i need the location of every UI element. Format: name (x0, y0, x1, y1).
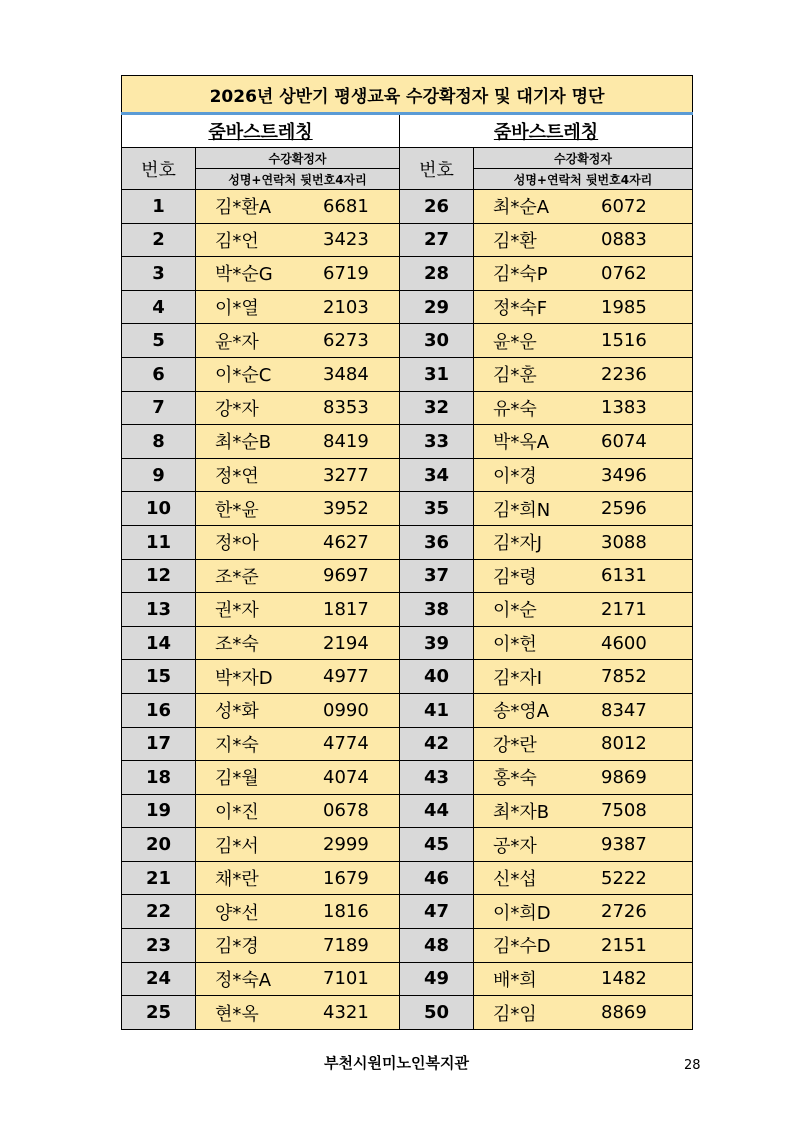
member-name: 김*희N (493, 499, 551, 521)
phone-last4: 8353 (323, 397, 369, 419)
right-name-cell (474, 324, 693, 358)
table-row (122, 593, 693, 627)
right-row-number: 40 (400, 660, 474, 694)
phone-last4: 1817 (323, 598, 369, 620)
left-name-cell (196, 492, 400, 526)
left-row-number: 14 (122, 626, 196, 660)
phone-last4: 3496 (601, 464, 647, 486)
right-name-cell (474, 525, 693, 559)
left-name-cell (196, 626, 400, 660)
member-name: 김*환A (215, 197, 272, 219)
right-name-cell (474, 425, 693, 459)
phone-last4: 9869 (601, 766, 647, 788)
member-name: 최*자B (493, 801, 550, 823)
left-name-cell (196, 593, 400, 627)
phone-last4: 6681 (323, 195, 369, 217)
right-row-number: 33 (400, 425, 474, 459)
phone-last4: 0762 (601, 262, 647, 284)
member-name: 김*임 (493, 1003, 537, 1025)
title-row (122, 76, 693, 114)
header-row-1 (122, 148, 693, 169)
member-name: 김*자I (493, 667, 543, 689)
left-course-name (122, 114, 400, 148)
right-course-label: 줌바스트레칭 (493, 122, 599, 143)
left-row-number: 13 (122, 593, 196, 627)
right-name-cell (474, 559, 693, 593)
right-row-number: 46 (400, 861, 474, 895)
member-name: 한*윤 (215, 499, 259, 521)
right-name-cell (474, 861, 693, 895)
phone-last4: 6719 (323, 262, 369, 284)
left-name-cell (196, 861, 400, 895)
right-row-number: 49 (400, 962, 474, 996)
phone-last4: 1679 (323, 867, 369, 889)
table-row (122, 693, 693, 727)
phone-last4: 1383 (601, 397, 647, 419)
course-row (122, 114, 693, 148)
page-number: 28 (684, 1058, 701, 1073)
phone-last4: 2194 (323, 632, 369, 654)
right-sub-header: 성명+연락처 뒷번호4자리 (474, 169, 693, 190)
phone-last4: 7101 (323, 968, 369, 990)
table-row (122, 996, 693, 1030)
member-name: 이*경 (493, 466, 537, 488)
document-title: 2026년 상반기 평생교육 수강확정자 및 대기자 명단 (122, 76, 693, 114)
left-row-number: 11 (122, 525, 196, 559)
phone-last4: 0678 (323, 800, 369, 822)
organization-footer: 부천시원미노인복지관 (324, 1054, 469, 1072)
left-row-number: 17 (122, 727, 196, 761)
left-name-cell (196, 257, 400, 291)
left-name-cell (196, 223, 400, 257)
table-row (122, 190, 693, 224)
member-name: 윤*자 (215, 331, 259, 353)
left-row-number: 4 (122, 290, 196, 324)
left-row-number: 8 (122, 425, 196, 459)
left-row-number: 10 (122, 492, 196, 526)
phone-last4: 6074 (601, 430, 647, 452)
member-name: 양*선 (215, 902, 259, 924)
left-name-cell (196, 324, 400, 358)
left-row-number: 20 (122, 828, 196, 862)
right-name-cell (474, 223, 693, 257)
phone-last4: 1482 (601, 968, 647, 990)
left-name-cell (196, 828, 400, 862)
left-row-number: 1 (122, 190, 196, 224)
phone-last4: 4774 (323, 733, 369, 755)
phone-last4: 3484 (323, 363, 369, 385)
phone-last4: 7189 (323, 934, 369, 956)
member-name: 김*언 (215, 230, 259, 252)
right-name-cell (474, 761, 693, 795)
left-row-number: 22 (122, 895, 196, 929)
member-name: 김*경 (215, 936, 259, 958)
member-name: 이*열 (215, 298, 259, 320)
right-row-number: 27 (400, 223, 474, 257)
right-name-cell (474, 458, 693, 492)
table-row (122, 257, 693, 291)
right-name-cell (474, 828, 693, 862)
member-name: 김*령 (493, 566, 537, 588)
member-name: 정*숙F (493, 298, 548, 320)
member-name: 권*자 (215, 600, 259, 622)
table-row (122, 290, 693, 324)
phone-last4: 6273 (323, 330, 369, 352)
right-name-cell (474, 290, 693, 324)
member-name: 윤*운 (493, 331, 537, 353)
member-name: 최*순B (215, 432, 272, 454)
right-name-cell (474, 929, 693, 963)
right-row-number: 41 (400, 693, 474, 727)
member-name: 이*희D (493, 902, 551, 924)
phone-last4: 4600 (601, 632, 647, 654)
phone-last4: 9697 (323, 565, 369, 587)
right-row-number: 29 (400, 290, 474, 324)
right-name-cell (474, 962, 693, 996)
roster-table (121, 75, 693, 1030)
phone-last4: 9387 (601, 834, 647, 856)
right-row-number: 50 (400, 996, 474, 1030)
member-name: 정*숙A (215, 969, 272, 991)
right-name-cell (474, 391, 693, 425)
left-row-number: 25 (122, 996, 196, 1030)
left-row-number: 23 (122, 929, 196, 963)
member-name: 김*환 (493, 230, 537, 252)
phone-last4: 6072 (601, 195, 647, 217)
right-name-cell (474, 794, 693, 828)
phone-last4: 3088 (601, 531, 647, 553)
phone-last4: 2726 (601, 901, 647, 923)
right-row-number: 32 (400, 391, 474, 425)
left-name-cell (196, 391, 400, 425)
right-row-number: 38 (400, 593, 474, 627)
left-row-number: 5 (122, 324, 196, 358)
left-name-cell (196, 525, 400, 559)
phone-last4: 0990 (323, 699, 369, 721)
member-name: 김*숙P (493, 264, 548, 286)
right-name-cell (474, 727, 693, 761)
roster-body (122, 190, 693, 1030)
member-name: 신*섭 (493, 869, 537, 891)
right-name-cell (474, 996, 693, 1030)
table-row (122, 962, 693, 996)
member-name: 강*자 (215, 398, 259, 420)
right-row-number: 31 (400, 357, 474, 391)
phone-last4: 8869 (601, 1002, 647, 1024)
right-row-number: 44 (400, 794, 474, 828)
member-name: 이*순 (493, 600, 537, 622)
right-name-cell (474, 357, 693, 391)
member-name: 김*월 (215, 768, 259, 790)
phone-last4: 2171 (601, 598, 647, 620)
member-name: 김*수D (493, 936, 551, 958)
member-name: 송*영A (493, 701, 550, 723)
table-row (122, 861, 693, 895)
table-row (122, 761, 693, 795)
phone-last4: 2999 (323, 834, 369, 856)
left-sub-header: 성명+연락처 뒷번호4자리 (196, 169, 400, 190)
right-name-cell (474, 660, 693, 694)
table-row (122, 425, 693, 459)
right-confirmed-header: 수강확정자 (474, 148, 693, 169)
member-name: 유*숙 (493, 398, 537, 420)
phone-last4: 2151 (601, 934, 647, 956)
member-name: 공*자 (493, 835, 537, 857)
table-row (122, 626, 693, 660)
member-name: 이*헌 (493, 634, 537, 656)
phone-last4: 3952 (323, 498, 369, 520)
right-name-cell (474, 257, 693, 291)
phone-last4: 8012 (601, 733, 647, 755)
table-row (122, 660, 693, 694)
left-row-number: 19 (122, 794, 196, 828)
phone-last4: 3277 (323, 464, 369, 486)
table-row (122, 895, 693, 929)
left-course-label: 줌바스트레칭 (208, 122, 313, 143)
right-row-number: 39 (400, 626, 474, 660)
phone-last4: 2103 (323, 296, 369, 318)
table-row (122, 492, 693, 526)
phone-last4: 2236 (601, 363, 647, 385)
right-name-cell (474, 593, 693, 627)
member-name: 김*훈 (493, 365, 537, 387)
left-name-cell (196, 290, 400, 324)
table-row (122, 391, 693, 425)
right-row-number: 28 (400, 257, 474, 291)
phone-last4: 4627 (323, 531, 369, 553)
phone-last4: 0883 (601, 229, 647, 251)
right-row-number: 37 (400, 559, 474, 593)
right-name-cell (474, 895, 693, 929)
right-name-cell (474, 693, 693, 727)
left-row-number: 21 (122, 861, 196, 895)
member-name: 정*아 (215, 533, 259, 555)
left-row-number: 9 (122, 458, 196, 492)
right-course-name (400, 114, 693, 148)
phone-last4: 1816 (323, 901, 369, 923)
phone-last4: 6131 (601, 565, 647, 587)
phone-last4: 8347 (601, 699, 647, 721)
member-name: 성*화 (215, 701, 259, 723)
right-number-header: 번호 (400, 148, 474, 190)
phone-last4: 3423 (323, 229, 369, 251)
member-name: 김*자J (493, 533, 543, 555)
left-name-cell (196, 962, 400, 996)
member-name: 박*자D (215, 667, 273, 689)
right-row-number: 42 (400, 727, 474, 761)
member-name: 김*서 (215, 835, 259, 857)
member-name: 현*옥 (215, 1003, 259, 1025)
left-row-number: 16 (122, 693, 196, 727)
right-row-number: 47 (400, 895, 474, 929)
left-row-number: 2 (122, 223, 196, 257)
left-name-cell (196, 794, 400, 828)
member-name: 채*란 (215, 869, 259, 891)
right-row-number: 35 (400, 492, 474, 526)
left-name-cell (196, 929, 400, 963)
left-row-number: 18 (122, 761, 196, 795)
right-row-number: 30 (400, 324, 474, 358)
member-name: 조*준 (215, 566, 259, 588)
left-name-cell (196, 895, 400, 929)
phone-last4: 4074 (323, 766, 369, 788)
table-row (122, 458, 693, 492)
member-name: 이*순C (215, 365, 272, 387)
phone-last4: 2596 (601, 498, 647, 520)
right-row-number: 43 (400, 761, 474, 795)
left-name-cell (196, 425, 400, 459)
right-name-cell (474, 492, 693, 526)
table-row (122, 559, 693, 593)
left-name-cell (196, 559, 400, 593)
left-number-header: 번호 (122, 148, 196, 190)
table-row (122, 929, 693, 963)
right-name-cell (474, 190, 693, 224)
member-name: 박*순G (215, 264, 273, 286)
member-name: 홍*숙 (493, 768, 537, 790)
left-name-cell (196, 660, 400, 694)
left-name-cell (196, 761, 400, 795)
right-name-cell (474, 626, 693, 660)
phone-last4: 4321 (323, 1002, 369, 1024)
left-name-cell (196, 458, 400, 492)
left-confirmed-header: 수강확정자 (196, 148, 400, 169)
left-name-cell (196, 357, 400, 391)
right-row-number: 26 (400, 190, 474, 224)
left-row-number: 12 (122, 559, 196, 593)
right-row-number: 48 (400, 929, 474, 963)
member-name: 이*진 (215, 801, 259, 823)
member-name: 최*순A (493, 197, 550, 219)
phone-last4: 8419 (323, 430, 369, 452)
left-row-number: 7 (122, 391, 196, 425)
member-name: 지*숙 (215, 734, 259, 756)
phone-last4: 1516 (601, 330, 647, 352)
phone-last4: 1985 (601, 296, 647, 318)
table-row (122, 794, 693, 828)
table-row (122, 828, 693, 862)
table-row (122, 324, 693, 358)
left-name-cell (196, 996, 400, 1030)
left-row-number: 24 (122, 962, 196, 996)
table-row (122, 525, 693, 559)
phone-last4: 7508 (601, 800, 647, 822)
left-name-cell (196, 727, 400, 761)
phone-last4: 5222 (601, 867, 647, 889)
member-name: 조*숙 (215, 634, 259, 656)
member-name: 강*란 (493, 734, 537, 756)
table-row (122, 223, 693, 257)
right-row-number: 34 (400, 458, 474, 492)
left-row-number: 15 (122, 660, 196, 694)
right-row-number: 36 (400, 525, 474, 559)
phone-last4: 4977 (323, 666, 369, 688)
left-name-cell (196, 190, 400, 224)
member-name: 배*희 (493, 969, 537, 991)
member-name: 정*연 (215, 466, 259, 488)
table-row (122, 727, 693, 761)
phone-last4: 7852 (601, 666, 647, 688)
table-row (122, 357, 693, 391)
right-row-number: 45 (400, 828, 474, 862)
left-row-number: 6 (122, 357, 196, 391)
member-name: 박*옥A (493, 432, 550, 454)
left-name-cell (196, 693, 400, 727)
left-row-number: 3 (122, 257, 196, 291)
